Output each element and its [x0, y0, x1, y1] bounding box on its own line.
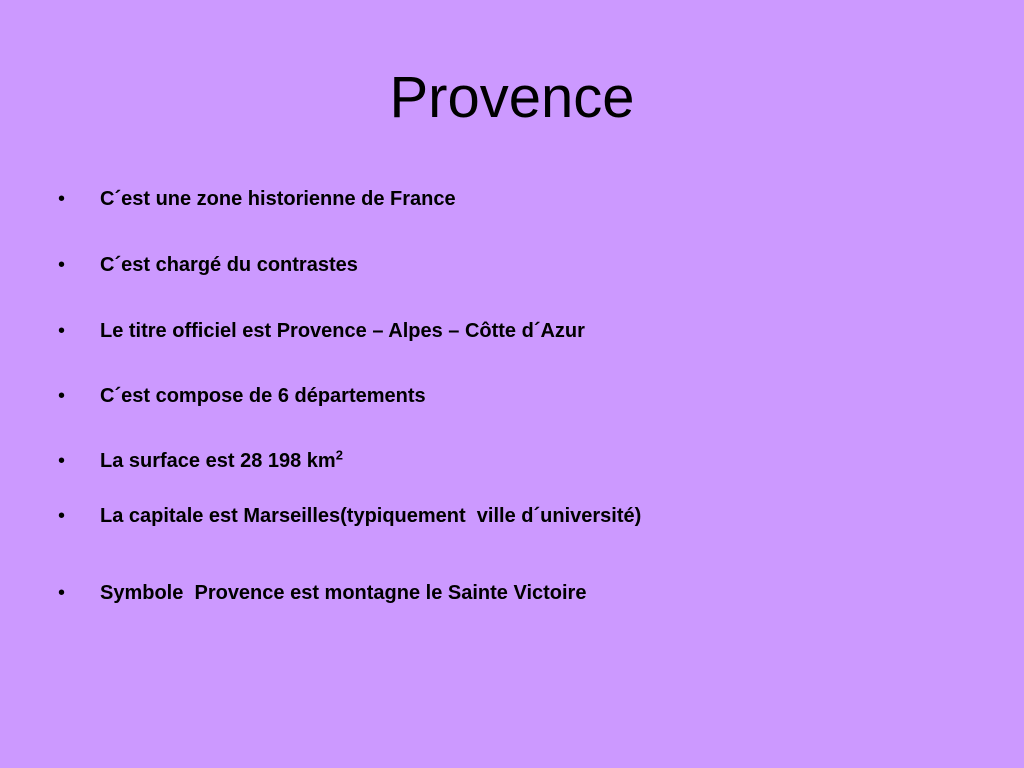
bullet-text: La surface est 28 198 km: [100, 450, 336, 472]
bullet-item: [58, 579, 587, 607]
bullet-dot-icon: •: [58, 385, 66, 407]
bullet-dot-icon: •: [58, 505, 66, 527]
bullet-item: [58, 251, 358, 279]
bullet-item: [58, 185, 456, 213]
slide-title: Provence: [389, 65, 635, 130]
bullet-text-with-superscript: [100, 447, 343, 475]
bullet-dot-icon: •: [58, 582, 66, 604]
bullet-text: Symbole Provence est montagne le Sainte Victoire: [100, 582, 587, 604]
bullet-item: [58, 382, 426, 410]
bullet-dot-icon: •: [58, 254, 66, 276]
bullet-text: C´est compose de 6 départements: [100, 385, 426, 407]
bullet-text: Le titre officiel est Provence – Alpes – Côtte d´Azur: [100, 320, 585, 342]
bullet-text: La capitale est Marseilles(typiquement ville d´université): [100, 505, 642, 527]
bullet-item: [58, 502, 642, 530]
bullet-item: [58, 447, 343, 475]
superscript: 2: [335, 447, 343, 463]
bullet-dot-icon: •: [58, 450, 66, 472]
bullet-dot-icon: •: [58, 188, 66, 210]
bullet-dot-icon: •: [58, 320, 66, 342]
bullet-item: [58, 317, 585, 345]
bullet-text: C´est une zone historienne de France: [100, 188, 456, 210]
bullet-text: C´est chargé du contrastes: [100, 254, 358, 276]
